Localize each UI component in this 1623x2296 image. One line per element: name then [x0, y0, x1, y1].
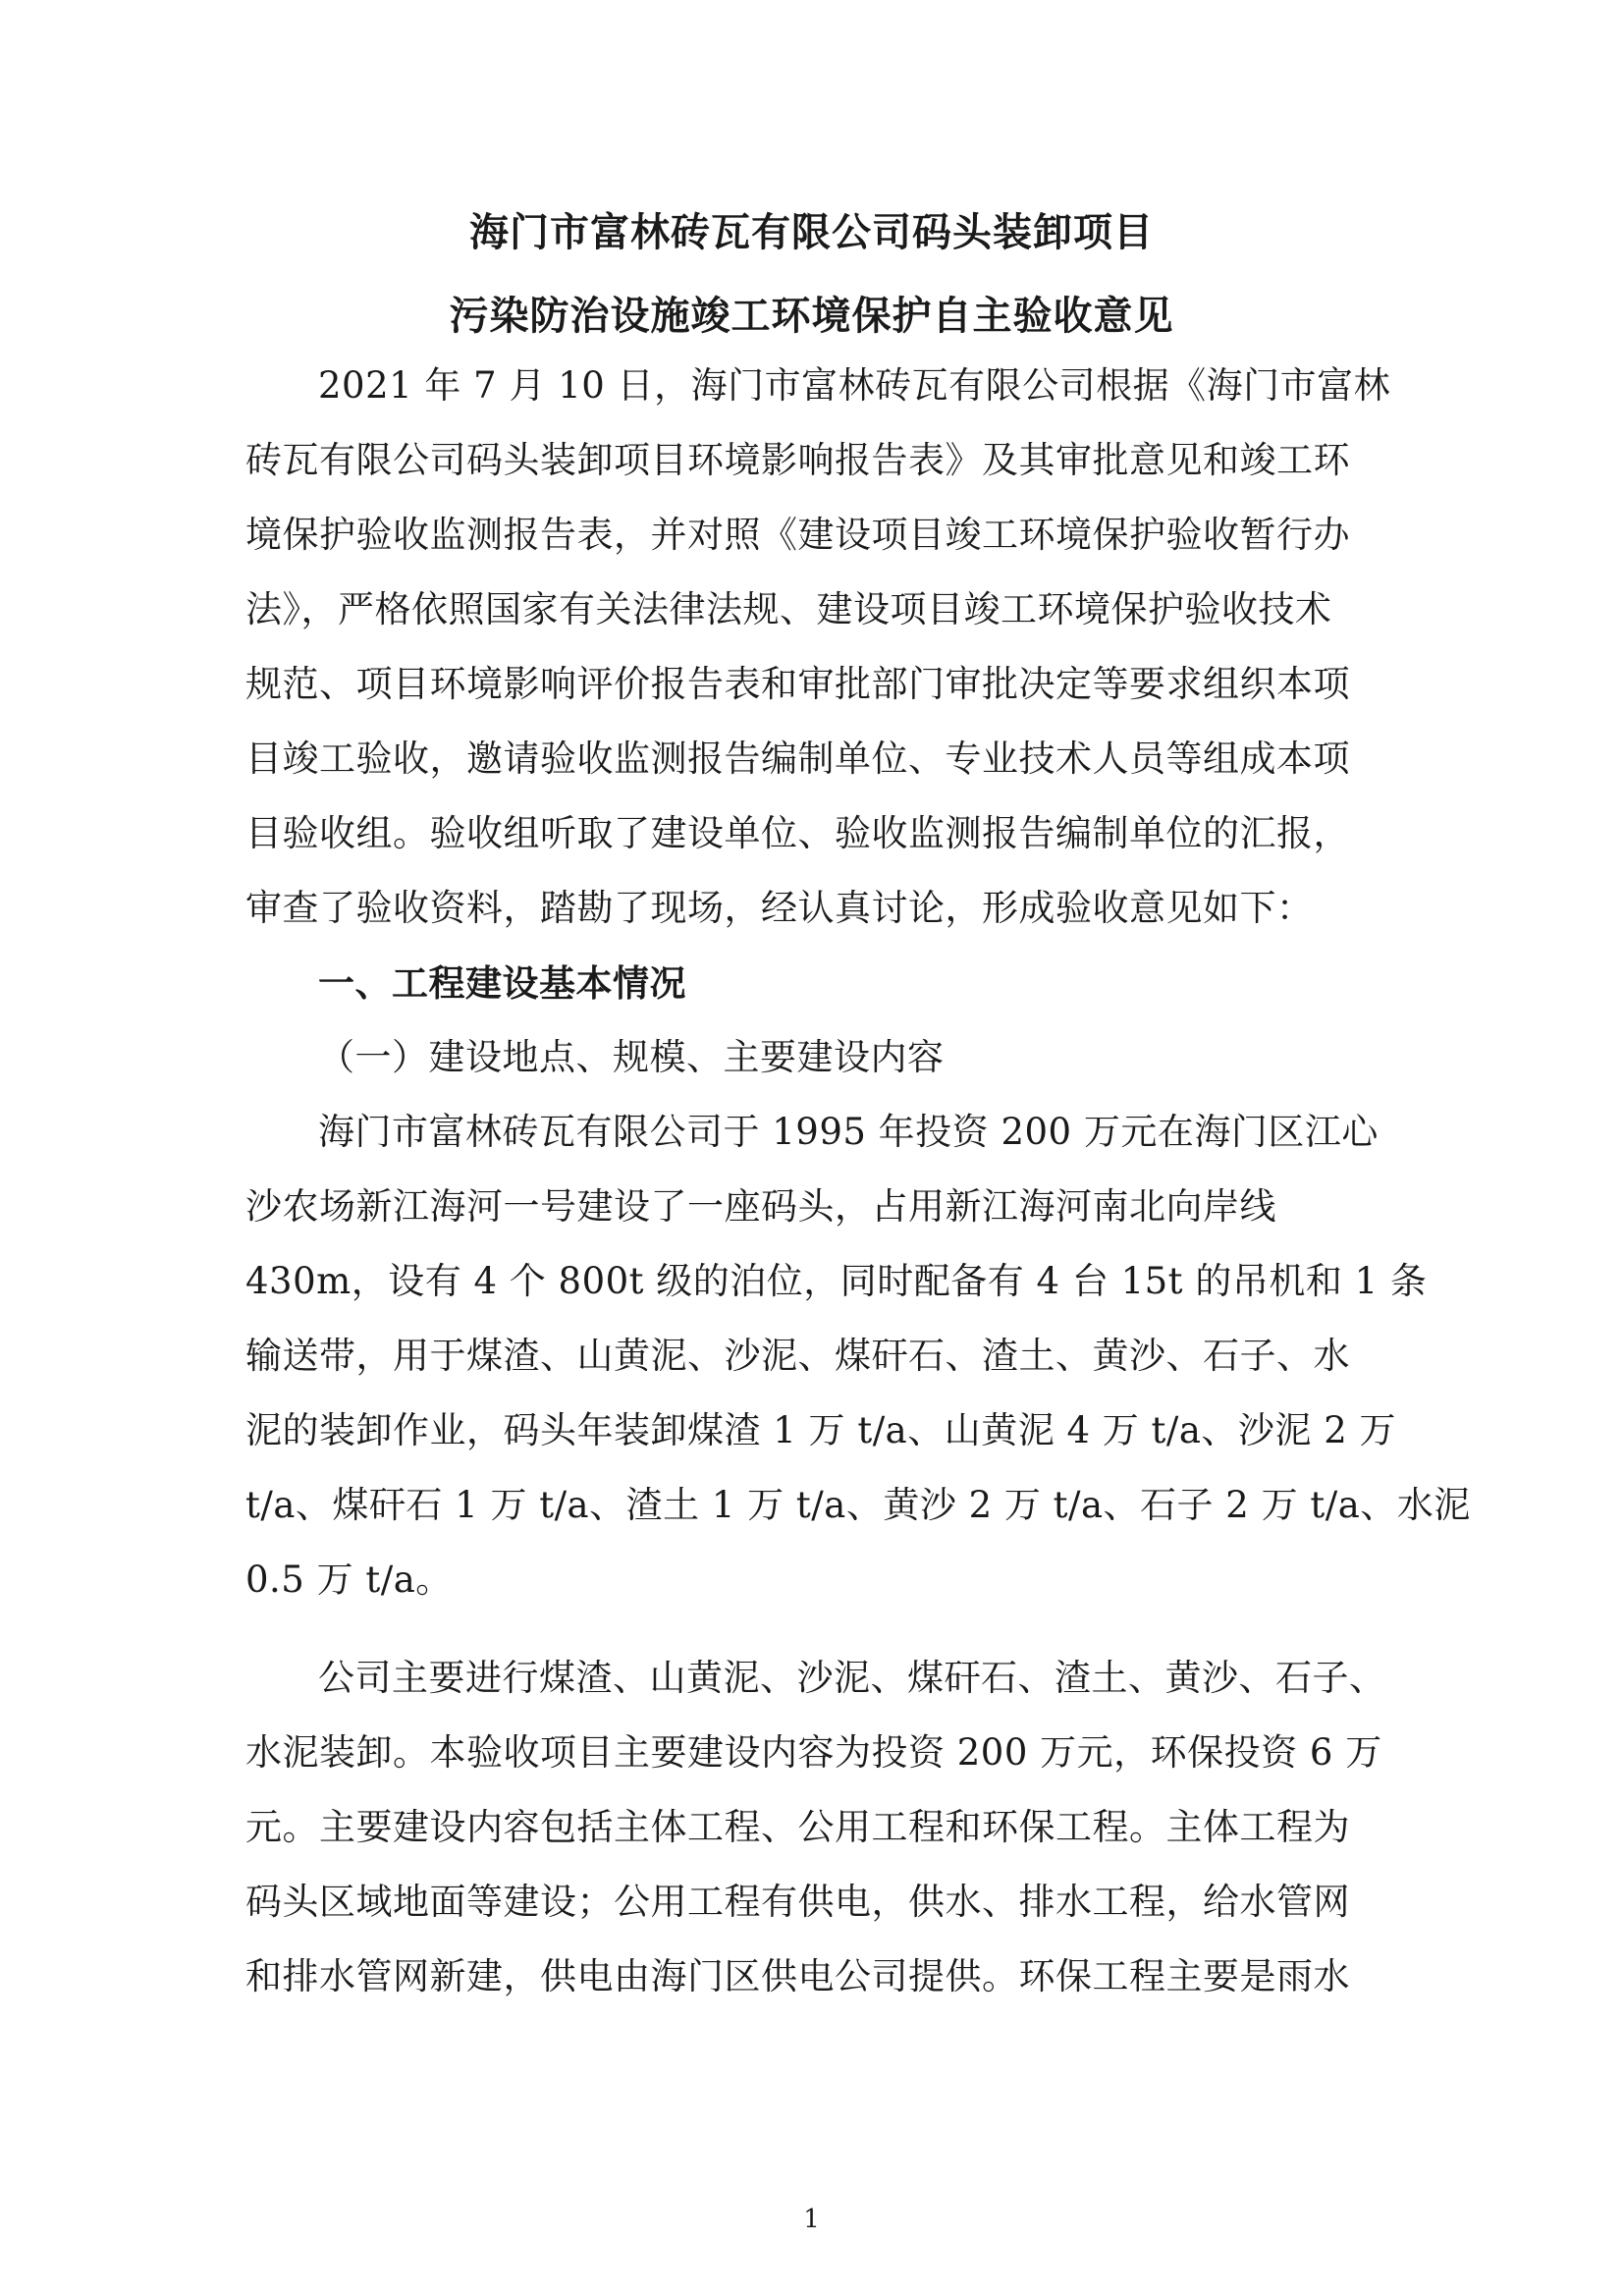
- intro-line: 2021 年 7 月 10 日，海门市富林砖瓦有限公司根据《海门市富林: [318, 364, 1391, 407]
- paragraph-line: 水泥装卸。本验收项目主要建设内容为投资 200 万元，环保投资 6 万: [245, 1731, 1382, 1774]
- intro-line: 目竣工验收，邀请验收监测报告编制单位、专业技术人员等组成本项: [245, 738, 1350, 780]
- section-heading: 一、工程建设基本情况: [318, 961, 686, 1005]
- subsection-heading: （一）建设地点、规模、主要建设内容: [318, 1036, 945, 1078]
- intro-line: 砖瓦有限公司码头装卸项目环境影响报告表》及其审批意见和竣工环: [245, 439, 1350, 481]
- document-title-line-2: 污染防治设施竣工环境保护自主验收意见: [449, 293, 1174, 339]
- paragraph-line: 输送带，用于煤渣、山黄泥、沙泥、煤矸石、渣土、黄沙、石子、水: [245, 1335, 1350, 1377]
- paragraph-line: 沙农场新江海河一号建设了一座码头，占用新江海河南北向岸线: [245, 1185, 1276, 1228]
- paragraph-line: 公司主要进行煤渣、山黄泥、沙泥、煤矸石、渣土、黄沙、石子、: [318, 1657, 1386, 1699]
- intro-line: 法》，严格依照国家有关法律法规、建设项目竣工环境保护验收技术: [245, 588, 1332, 630]
- paragraph-line: 0.5 万 t/a。: [245, 1558, 453, 1601]
- document-title-line-1: 海门市富林砖瓦有限公司码头装卸项目: [469, 209, 1154, 255]
- paragraph-line: t/a、煤矸石 1 万 t/a、渣土 1 万 t/a、黄沙 2 万 t/a、石子 2 万 t/a、水泥: [245, 1484, 1471, 1526]
- paragraph-line: 430m，设有 4 个 800t 级的泊位，同时配备有 4 台 15t 的吊机和 1 条: [245, 1260, 1428, 1302]
- intro-line: 目验收组。验收组听取了建设单位、验收监测报告编制单位的汇报，: [245, 812, 1350, 854]
- paragraph-line: 泥的装卸作业，码头年装卸煤渣 1 万 t/a、山黄泥 4 万 t/a、沙泥 2 万: [245, 1409, 1396, 1451]
- paragraph-spacer: [245, 1617, 1384, 1641]
- page-number: 1: [803, 2205, 820, 2234]
- intro-line: 规范、项目环境影响评价报告表和审批部门审批决定等要求组织本项: [245, 663, 1350, 705]
- paragraph-line: 和排水管网新建，供电由海门区供电公司提供。环保工程主要是雨水: [245, 1955, 1350, 1997]
- intro-line: 审查了验收资料，踏勘了现场，经认真讨论，形成验收意见如下：: [245, 887, 1314, 929]
- document-body: [245, 349, 1471, 2014]
- paragraph-line: 海门市富林砖瓦有限公司于 1995 年投资 200 万元在海门区江心: [318, 1111, 1379, 1153]
- intro-line: 境保护验收监测报告表，并对照《建设项目竣工环境保护验收暂行办: [245, 514, 1350, 556]
- paragraph-line: 元。主要建设内容包括主体工程、公用工程和环保工程。主体工程为: [245, 1806, 1350, 1848]
- paragraph-line: 码头区域地面等建设；公用工程有供电，供水、排水工程，给水管网: [245, 1881, 1350, 1923]
